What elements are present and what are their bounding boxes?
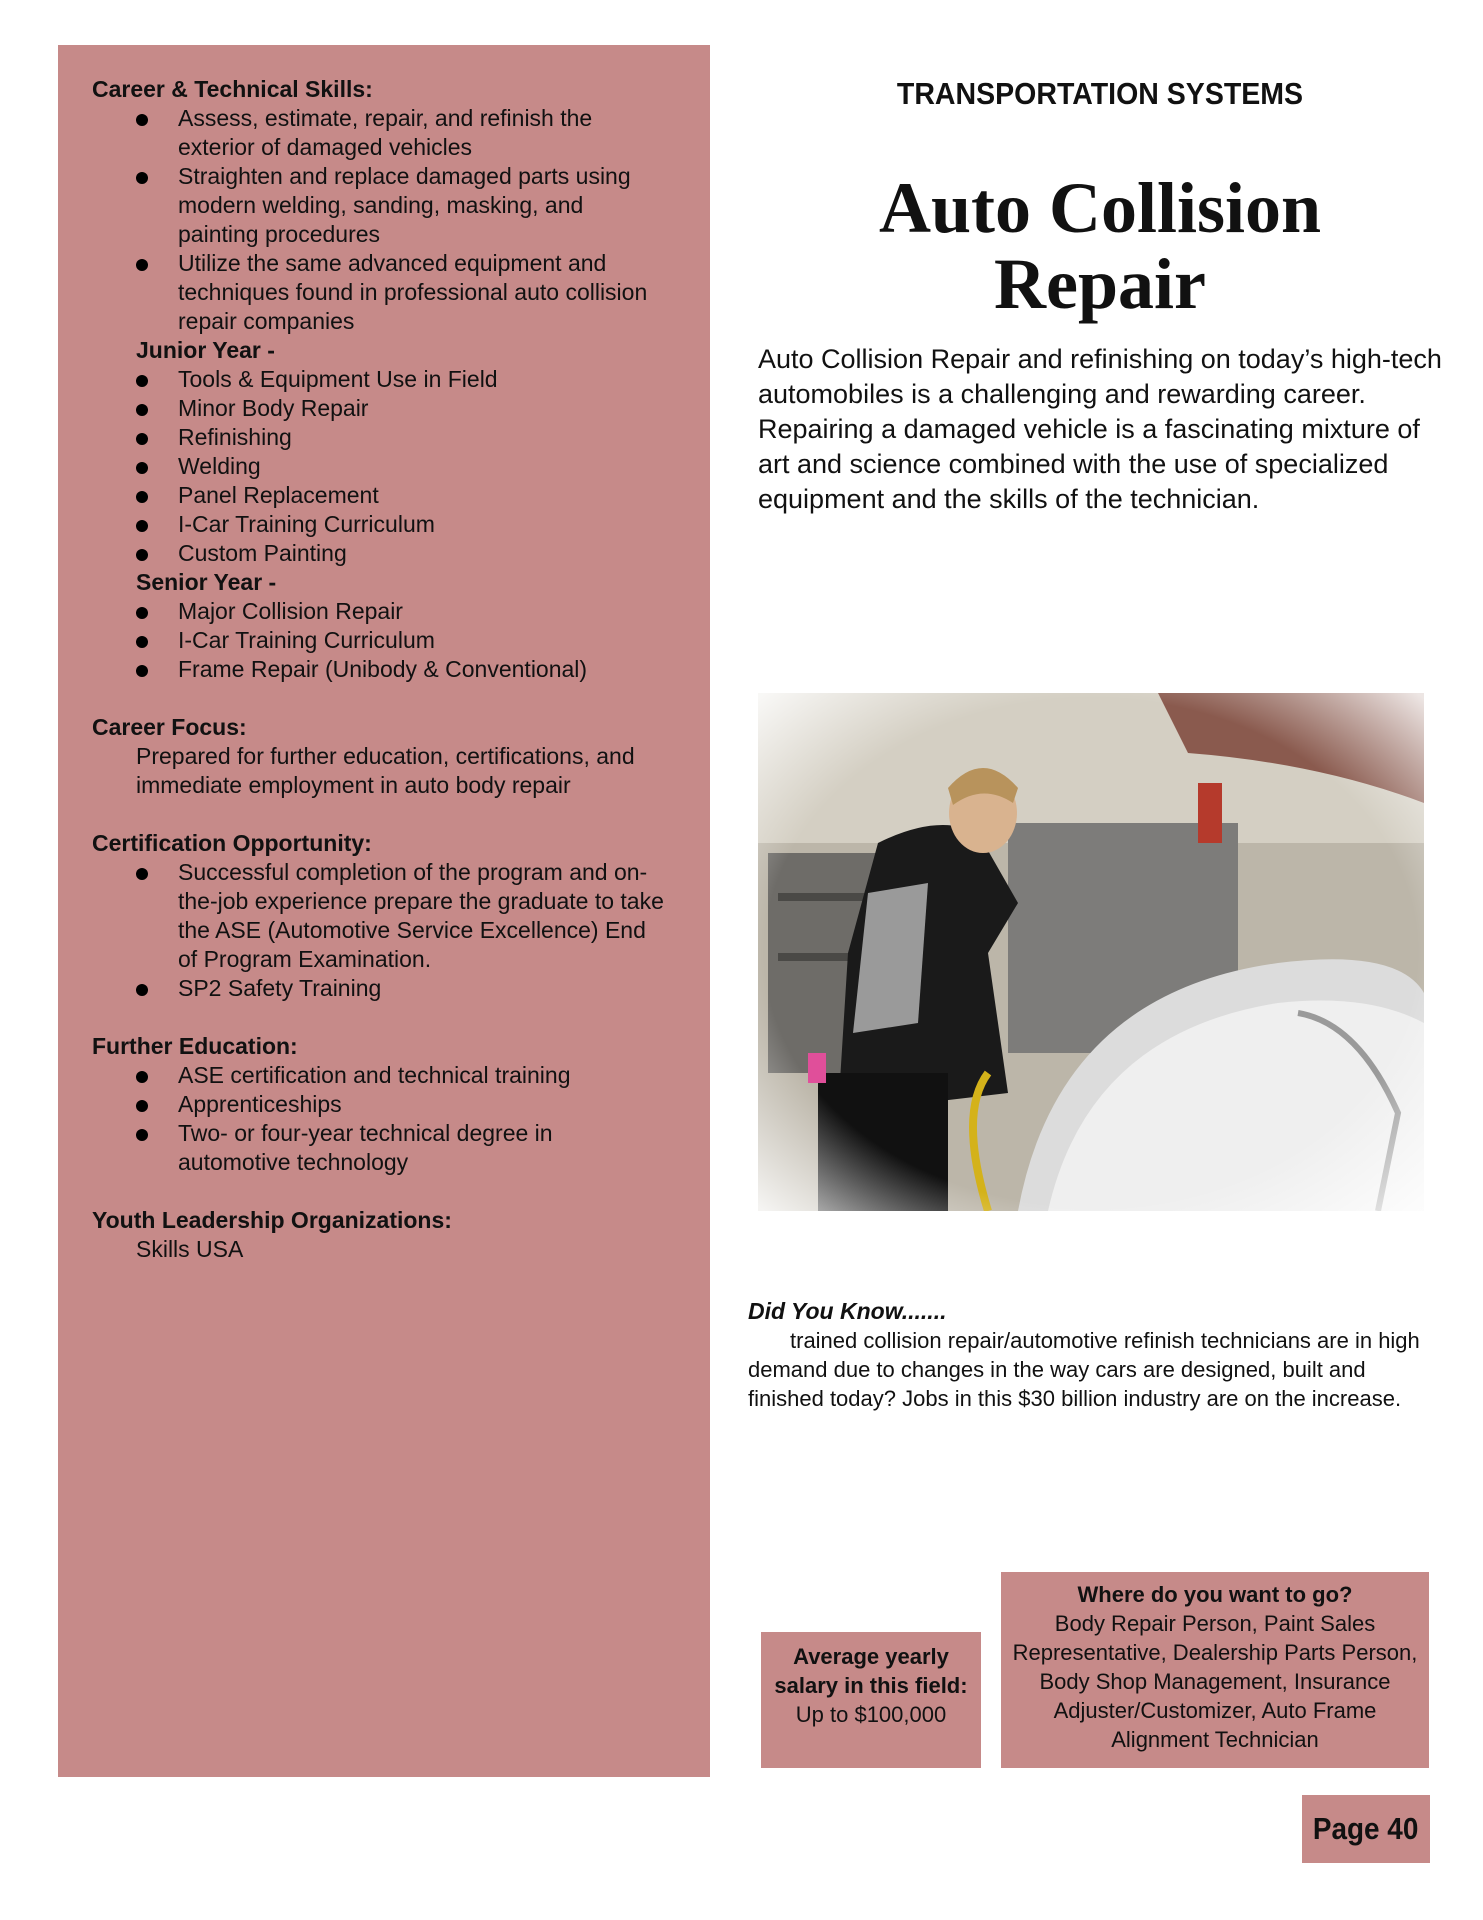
career-focus-text: Prepared for further education, certifications, and immediate employment in auto body repair — [136, 743, 635, 798]
youth-leadership-text: Skills USA — [136, 1236, 244, 1262]
certification-list — [92, 858, 710, 1003]
bullet-icon — [136, 259, 148, 271]
bullet-icon — [136, 114, 148, 126]
list-item: Assess, estimate, repair, and refinish the exterior of damaged vehicles — [178, 104, 710, 162]
list-item: Major Collision Repair — [178, 597, 710, 626]
salary-heading: Average yearly salary in this field: — [774, 1644, 968, 1698]
bullet-icon — [136, 404, 148, 416]
photo-illustration — [758, 693, 1424, 1211]
career-skills-list — [92, 104, 710, 336]
bullet-icon — [136, 665, 148, 677]
list-item: SP2 Safety Training — [178, 974, 710, 1003]
bullet-icon — [136, 491, 148, 503]
list-item: Successful completion of the program and on-the-job experience prepare the graduate to take the ASE (Automotive Service Excellence) End of Program Examination. — [178, 858, 710, 974]
title-line-1: Auto Collision — [878, 168, 1322, 248]
bullet-icon — [136, 1100, 148, 1112]
bullet-icon — [136, 984, 148, 996]
bullet-icon — [136, 636, 148, 648]
salary-value: Up to $100,000 — [795, 1702, 947, 1727]
category-heading: TRANSPORTATION SYSTEMS — [896, 76, 1304, 111]
did-you-know-heading: Did You Know....... — [748, 1298, 947, 1324]
bullet-icon — [136, 868, 148, 880]
bullet-icon — [136, 520, 148, 532]
where-to-go-text: Body Repair Person, Paint Sales Representative, Dealership Parts Person, Body Shop Management, Insurance Adjuster/Customizer, Auto Frame Alignment Technician — [1012, 1611, 1418, 1752]
list-item: Utilize the same advanced equipment and techniques found in professional auto collision repair companies — [178, 249, 710, 336]
career-focus-heading: Career Focus: — [92, 714, 247, 740]
junior-year-list — [92, 365, 710, 568]
bullet-icon — [136, 433, 148, 445]
list-item: Apprenticeships — [178, 1090, 710, 1119]
page-title — [760, 170, 1440, 322]
intro-paragraph: Auto Collision Repair and refinishing on today’s high-tech automobiles is a challenging and rewarding career. Repairing a damaged vehicle is a fascinating mixture of art and science combined with the use of specialized equipment and the skills of the technician. — [758, 344, 1442, 514]
senior-year-heading: Senior Year - — [136, 569, 277, 595]
list-item: Refinishing — [178, 423, 710, 452]
page-number: Page 40 — [1302, 1795, 1430, 1863]
bullet-icon — [136, 462, 148, 474]
list-item: Frame Repair (Unibody & Conventional) — [178, 655, 710, 684]
list-item: Tools & Equipment Use in Field — [178, 365, 710, 394]
bullet-icon — [136, 172, 148, 184]
did-you-know — [748, 1297, 1438, 1413]
technician-photo — [758, 693, 1424, 1211]
further-education-heading: Further Education: — [92, 1033, 298, 1059]
list-item: I-Car Training Curriculum — [178, 510, 710, 539]
bullet-icon — [136, 607, 148, 619]
list-item: Minor Body Repair — [178, 394, 710, 423]
list-item: Welding — [178, 452, 710, 481]
list-item: ASE certification and technical training — [178, 1061, 710, 1090]
title-line-2: Repair — [994, 244, 1206, 324]
list-item: Two- or four-year technical degree in automotive technology — [178, 1119, 710, 1177]
list-item: Custom Painting — [178, 539, 710, 568]
where-to-go-box — [1001, 1572, 1429, 1768]
bullet-icon — [136, 375, 148, 387]
list-item: I-Car Training Curriculum — [178, 626, 710, 655]
did-you-know-text: trained collision repair/automotive refinish technicians are in high demand due to changes in the way cars are designed, built and finished today? Jobs in this $30 billion industry are on the increase. — [748, 1328, 1420, 1411]
salary-box — [761, 1632, 981, 1768]
certification-heading: Certification Opportunity: — [92, 830, 372, 856]
senior-year-list — [92, 597, 710, 684]
further-education-list — [92, 1061, 710, 1177]
sidebar-panel — [58, 45, 710, 1777]
bullet-icon — [136, 549, 148, 561]
bullet-icon — [136, 1129, 148, 1141]
junior-year-heading: Junior Year - — [136, 337, 275, 363]
list-item: Panel Replacement — [178, 481, 710, 510]
list-item: Straighten and replace damaged parts using modern welding, sanding, masking, and painting procedures — [178, 162, 710, 249]
career-skills-heading: Career & Technical Skills: — [92, 76, 373, 102]
youth-leadership-heading: Youth Leadership Organizations: — [92, 1207, 452, 1233]
where-to-go-heading: Where do you want to go? — [1077, 1582, 1353, 1607]
bullet-icon — [136, 1071, 148, 1083]
